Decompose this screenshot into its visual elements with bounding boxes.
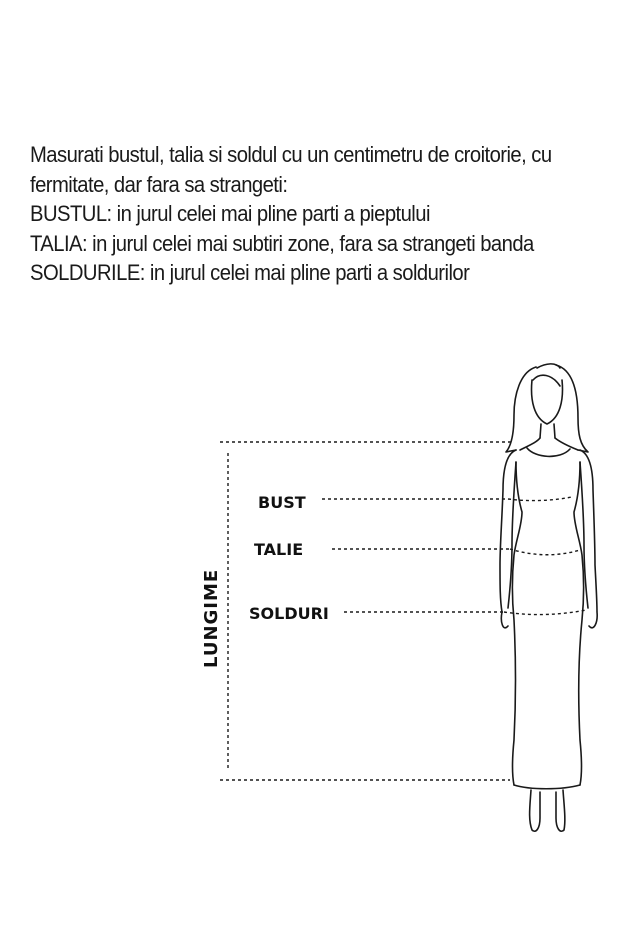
bust-label: BUST	[258, 493, 306, 512]
bust-curve	[508, 497, 572, 501]
instruction-line: Masurati bustul, talia si soldul cu un centimetru de croitorie, cu	[30, 142, 552, 167]
hips-label: SOLDURI	[249, 604, 329, 623]
hips-curve	[504, 610, 586, 615]
waist-curve	[510, 549, 580, 555]
length-label: LUNGIME	[201, 568, 222, 668]
waist-label: TALIE	[254, 540, 304, 559]
instruction-line: SOLDURILE: in jurul celei mai pline parti a soldurilor	[30, 260, 470, 285]
instruction-line: BUSTUL: in jurul celei mai pline parti a pieptului	[30, 201, 430, 226]
woman-figure-icon	[500, 364, 597, 831]
instruction-line: TALIA: in jurul celei mai subtiri zone, fara sa strangeti banda	[30, 230, 534, 256]
instruction-line: fermitate, dar fara sa strangeti:	[30, 171, 288, 197]
